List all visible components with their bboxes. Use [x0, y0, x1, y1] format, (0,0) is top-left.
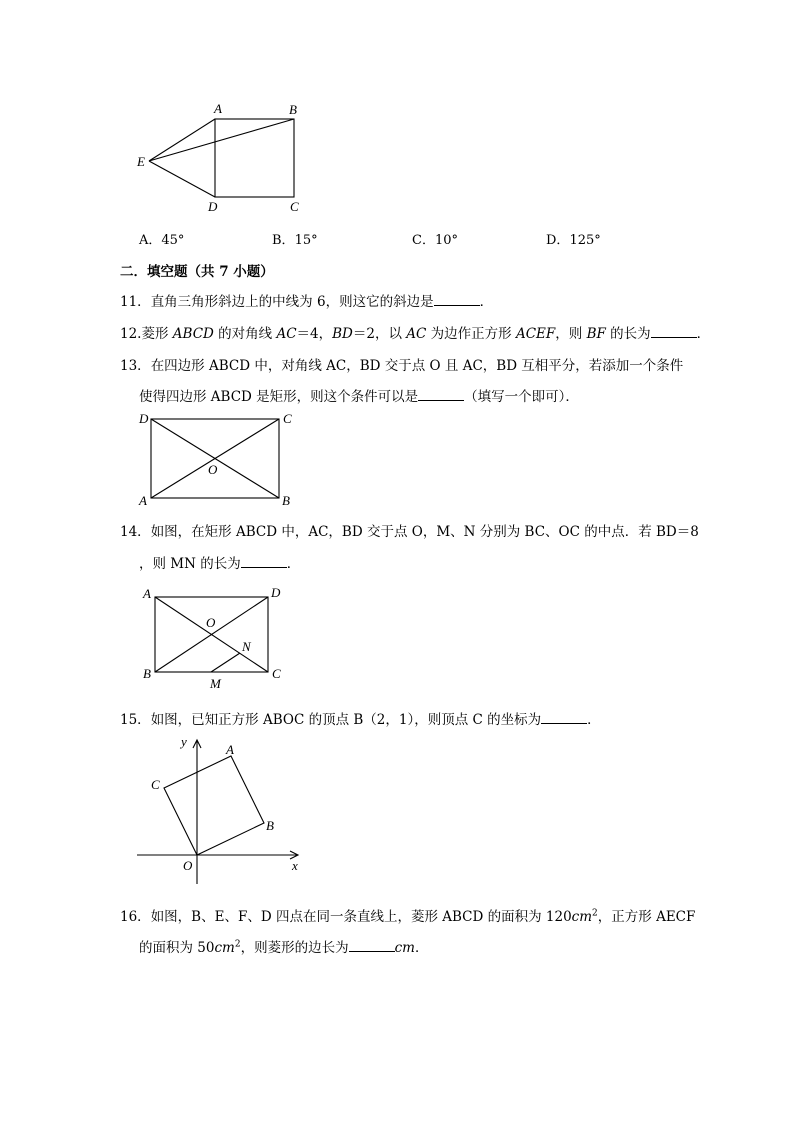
- label-y: y: [181, 734, 187, 749]
- question-14-line1: 14．如图，在矩形 ABCD 中，AC，BD 交于点 O，M、N 分别为 BC、OC 的中点．若 BD＝8: [120, 524, 699, 540]
- label-a: A: [139, 493, 147, 508]
- option-b: B．15°: [272, 233, 318, 248]
- label-o: O: [183, 858, 193, 873]
- label-a: A: [226, 742, 234, 757]
- label-d: D: [208, 199, 218, 214]
- label-c: C: [283, 411, 292, 426]
- question-16-line2: 的面积为 $50cm^2$，则菱形的边长为 cm．: [139, 939, 429, 956]
- label-n: N: [242, 639, 251, 654]
- label-b: B: [289, 102, 297, 117]
- label-a: A: [143, 586, 151, 601]
- label-e: E: [137, 154, 145, 169]
- square-aboc: [164, 756, 264, 855]
- label-a: A: [214, 101, 222, 116]
- question-11: 11．直角三角形斜边上的中线为 6，则这它的斜边是 ．: [120, 294, 494, 310]
- label-d: D: [271, 585, 281, 600]
- option-a: A．45°: [139, 233, 185, 248]
- question-16-line1: 16．如图，B、E、F、D 四点在同一条直线上，菱形 ABCD 的面积为 $120cm^2$，正方形 AECF: [120, 908, 696, 925]
- section-title: 二．填空题（共 7 小题）: [120, 264, 274, 280]
- label-c: C: [151, 777, 160, 792]
- option-c: C．10°: [412, 233, 458, 248]
- question-13-line2: 使得四边形 ABCD 是矩形，则这个条件可以是 （填写一个即可）．: [139, 389, 579, 405]
- option-d: D．125°: [546, 233, 601, 248]
- label-b: B: [143, 666, 151, 681]
- label-b: B: [266, 818, 274, 833]
- label-c: C: [272, 666, 281, 681]
- question-14-line2: ，则 MN 的长为 ．: [139, 556, 301, 572]
- label-x: x: [292, 858, 298, 873]
- label-o: O: [208, 462, 218, 477]
- label-d: D: [139, 411, 149, 426]
- question-12: 12.菱形 ABCD 的对角线 AC＝4，BD＝2，以 AC 为边作正方形 ACEF，则 BF 的长为 ．: [120, 326, 711, 342]
- label-o: O: [206, 615, 216, 630]
- label-b: B: [282, 493, 290, 508]
- label-m: M: [210, 676, 221, 691]
- question-15: 15．如图，已知正方形 ABOC 的顶点 B（2，1），则顶点 C 的坐标为 ．: [120, 712, 601, 728]
- answer-blank: [349, 939, 395, 952]
- question-13-line1: 13．在四边形 ABCD 中，对角线 AC，BD 交于点 O 且 AC，BD 互相平分，若添加一个条件: [120, 358, 684, 374]
- label-c: C: [290, 199, 299, 214]
